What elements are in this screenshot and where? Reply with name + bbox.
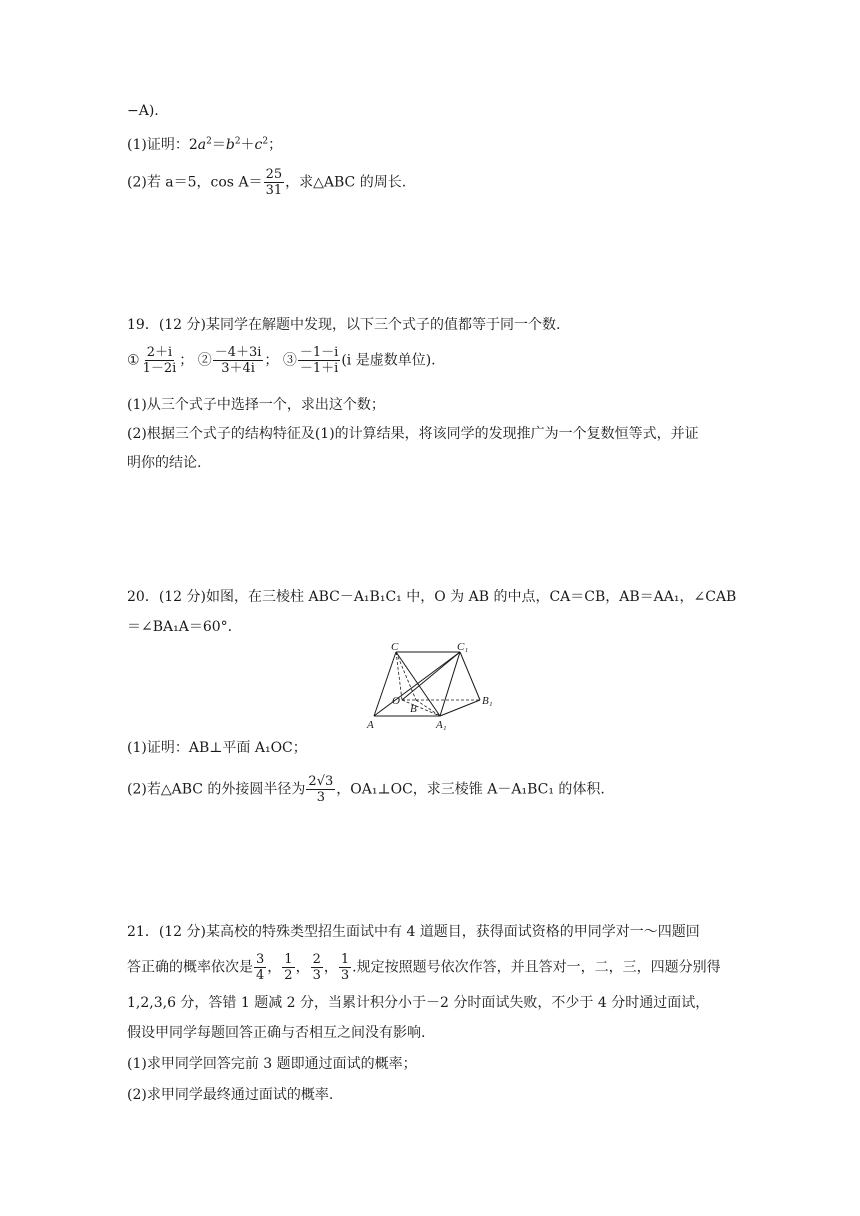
- q20-radius-fraction: $\frac{2√3}{3}$: [308, 774, 334, 805]
- label-B1: B₁: [482, 695, 493, 707]
- prism-figure: [362, 640, 502, 732]
- q21-prob-fraction: $\frac{3}{4}$: [256, 952, 265, 983]
- q19-e2-mark: ②: [197, 352, 212, 369]
- q19-title: 19．(12 分)某同学在解题中发现，以下三个式子的值都等于同一个数.: [127, 317, 561, 333]
- q21-line3: 1,2,3,6 分，答错 1 题减 2 分，当累计积分小于－2 分时面试失败，不少于 4 分时通过面试，: [127, 995, 710, 1011]
- label-A: A: [367, 719, 374, 731]
- q20-part2-prefix: (2)若△ABC 的外接圆半径为: [127, 781, 306, 798]
- q19-e2-fraction: $\frac{-4+3i}{3+4i}$: [214, 345, 262, 376]
- q21-line4: 假设甲同学每题回答正确与否相互之间没有影响.: [127, 1025, 426, 1041]
- q21-line2: 答正确的概率依次是 $\frac{3}{4}$ ， $\frac{1}{2}$ ， $\frac{2}{3}$ ， $\frac{1}{3}$ .规定按照题号依次作答，并且答对一，二，三，四题分别得: [127, 952, 721, 983]
- q19-expressions: ① $\frac{2+i}{1-2i}$ ； ② $\frac{-4+3i}{3+4i}$ ； ③ $\frac{-1-i}{-1+i}$ (i 是虚数单位).: [127, 345, 436, 376]
- q18-part2-suffix: ，求△ABC 的周长.: [285, 174, 407, 191]
- q20-title-line1: 20．(12 分)如图，在三棱柱 ABC－A₁B₁C₁ 中，O 为 AB 的中点，CA＝CB，AB＝AA₁，∠CAB: [127, 589, 737, 605]
- label-C: C: [391, 641, 399, 653]
- q18-part1-prefix: (1)证明：2: [127, 137, 198, 153]
- q21-line1: 21．(12 分)某高校的特殊类型招生面试中有 4 道题目，获得面试资格的甲同学对一～四题回: [127, 924, 700, 940]
- q18-part2-aeq: a＝5，cos A＝: [165, 174, 263, 191]
- q18-part2: [127, 167, 406, 198]
- q20-part1: (1)证明：AB⊥平面 A₁OC；: [127, 740, 307, 756]
- q21-prob-fraction: $\frac{1}{3}$: [340, 952, 350, 983]
- q20-part2: [127, 774, 605, 805]
- label-B: B: [410, 703, 417, 715]
- q21-part1: (1)求甲同学回答完前 3 题即通过面试的概率；: [127, 1056, 417, 1072]
- label-O: O: [392, 695, 400, 707]
- q19-e1-fraction: $\frac{2+i}{1-2i}$: [142, 345, 177, 376]
- q18-part2-prefix: (2)若: [127, 174, 166, 191]
- q19-e3-fraction: $\frac{-1-i}{-1+i}$: [299, 345, 339, 376]
- q18-tail: −A).: [127, 103, 159, 119]
- q21-prob-fraction: $\frac{2}{3}$: [312, 952, 321, 983]
- q20-title-line2: ＝∠BA₁A＝60°.: [127, 619, 233, 635]
- label-A1: A₁: [436, 719, 447, 731]
- q19-e1-mark: ①: [127, 352, 140, 369]
- q19-part1: (1)从三个式子中选择一个，求出这个数；: [127, 397, 385, 413]
- q21-part2: (2)求甲同学最终通过面试的概率.: [127, 1087, 334, 1103]
- q19-part2-line1: (2)根据三个式子的结构特征及(1)的计算结果，将该同学的发现推广为一个复数恒等式，并证: [127, 426, 699, 442]
- q20-part2-suffix: ，OA₁⊥OC，求三棱锥 A－A₁BC₁ 的体积.: [336, 781, 605, 798]
- q18-part1: (1)证明：$2a^2=b^2+c^2$；: [127, 136, 283, 153]
- q21-prob-fraction: $\frac{1}{2}$: [284, 952, 293, 983]
- q18-part1-rest: ；: [268, 137, 283, 153]
- q18-cos-fraction: $\frac{25}{31}$: [265, 167, 283, 198]
- label-C1: C₁: [457, 641, 469, 653]
- q19-e3-mark: ③: [282, 352, 297, 369]
- q19-part2-line2: 明你的结论.: [127, 455, 202, 471]
